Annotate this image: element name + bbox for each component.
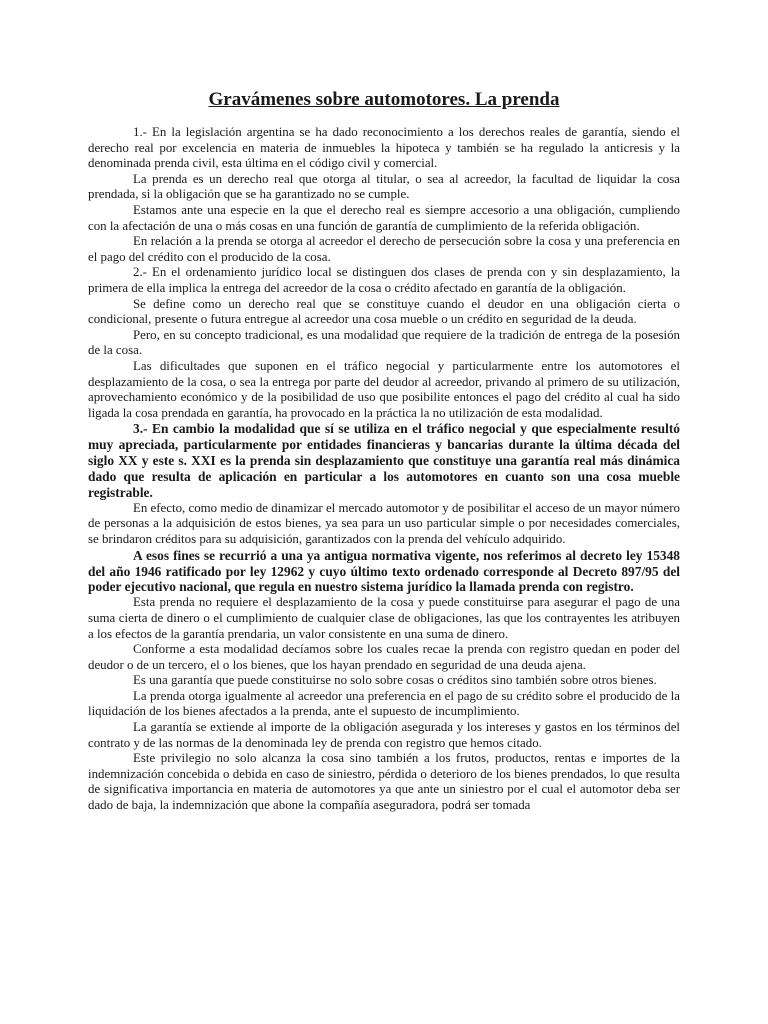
paragraph: Pero, en su concepto tradicional, es una modalidad que requiere de la tradición de entrega de la posesión de la cosa. — [88, 327, 680, 358]
document-title: Gravámenes sobre automotores. La prenda — [208, 89, 560, 110]
paragraph: 2.- En el ordenamiento jurídico local se distinguen dos clases de prenda con y sin desplazamiento, la primera de ella implica la entrega del acreedor de la cosa o crédito afectado en garantía de la obligación. — [88, 265, 680, 295]
paragraph: 1.- En la legislación argentina se ha dado reconocimiento a los derechos reales de garantía, siendo el derecho real por excelencia en materia de inmuebles la hipoteca y también se ha regulado la anticresis y la denominada prenda civil, esta última en el código civil y comercial. — [88, 125, 680, 171]
paragraph: Las dificultades que suponen en el tráfico negocial y particularmente entre los automotores el desplazamiento de la cosa, o sea la entrega por parte del deudor al acreedor, privando al primero de su utilización, aprovechamiento económico y de la posibilidad de uso que posibilite entonces el pago del crédito al cual ha sido ligada la cosa prendada en garantía, ha provocado en la práctica la no utilización de esta modalidad. — [88, 358, 680, 420]
paragraph: En relación a la prenda se otorga al acreedor el derecho de persecución sobre la cosa y una preferencia en el pago del crédito con el producido de la cosa. — [88, 234, 680, 264]
paragraph: En efecto, como medio de dinamizar el mercado automotor y de posibilitar el acceso de un mayor número de personas a la adquisición de estos bienes, ya sea para un uso particular simple o por necesidades comerciales, se brindaron créditos para su adquisición, garantizados con la prenda del vehículo adquirido. — [88, 500, 680, 546]
paragraph: Se define como un derecho real que se constituye cuando el deudor en una obligación cierta o condicional, presente o futura entregue al acreedor una cosa mueble o un crédito en seguridad de la deuda. — [88, 296, 680, 327]
paragraph: Este privilegio no solo alcanza la cosa sino también a los frutos, productos, rentas e importes de la indemnización concebida o debida en caso de siniestro, pérdida o deterioro de los bienes prendados, lo que resulta de significativa importancia en materia de automotores ya que ante un siniestro por el cual el automotor deba ser dado de baja, la indemnización que abone la compañía aseguradora, podrá ser tomada — [88, 751, 680, 813]
paragraph: 3.- En cambio la modalidad que sí se utiliza en el tráfico negocial y que especialmente resultó muy apreciada, particularmente por entidades financieras y bancarias durante la última década del siglo XX y este s. XXI es la prenda sin desplazamiento que constituye una garantía real más dinámica dado que resulta de aplicación en particular a los automotores en cuanto son una cosa mueble registrable. — [88, 421, 680, 500]
document-body — [88, 125, 680, 814]
paragraph: Conforme a esta modalidad decíamos sobre los cuales recae la prenda con registro quedan en poder del deudor o de un tercero, el o los bienes, que los hayan prendado en seguridad de una deuda ajena. — [88, 642, 680, 672]
paragraph: La garantía se extiende al importe de la obligación asegurada y los intereses y gastos en los términos del contrato y de las normas de la denominada ley de prenda con registro que hemos citado. — [88, 720, 680, 750]
paragraph: La prenda otorga igualmente al acreedor una preferencia en el pago de su crédito sobre el producido de la liquidación de los bienes afectados a la prenda, ante el supuesto de incumplimiento. — [88, 688, 680, 719]
paragraph: Estamos ante una especie en la que el derecho real es siempre accesorio a una obligación, cumpliendo con la afectación de una o más cosas en una función de garantía de cumplimiento de la referida obligación. — [88, 202, 680, 233]
paragraph: Esta prenda no requiere el desplazamiento de la cosa y puede constituirse para asegurar el pago de una suma cierta de dinero o el cumplimiento de cualquier clase de obligaciones, las que los contrayentes les atribuyen a los efectos de la garantía prendaria, un valor consistente en una suma de dinero. — [88, 595, 680, 641]
paragraph: Es una garantía que puede constituirse no solo sobre cosas o créditos sino también sobre otros bienes. — [133, 673, 657, 688]
paragraph: A esos fines se recurrió a una ya antigua normativa vigente, nos referimos al decreto ley 15348 del año 1946 ratificado por ley 12962 y cuyo último texto ordenado corresponde al Decreto 897/95 del poder ejecutivo nacional, que regula en nuestro sistema jurídico la llamada prenda con registro. — [88, 547, 680, 595]
document-page — [88, 88, 680, 814]
paragraph: La prenda es un derecho real que otorga al titular, o sea al acreedor, la facultad de liquidar la cosa prendada, si la obligación que se ha garantizado no se cumple. — [88, 171, 680, 202]
